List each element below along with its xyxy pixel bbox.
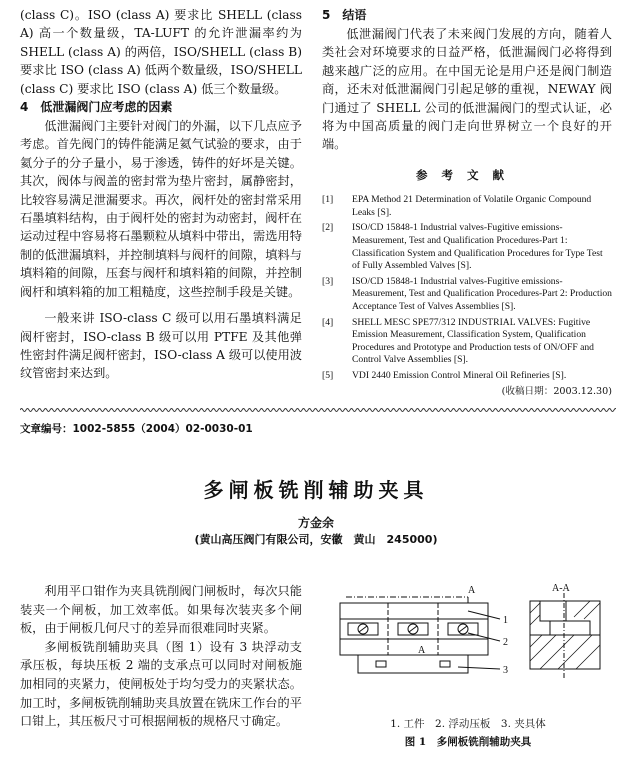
label-3: 3 xyxy=(503,665,508,676)
base-slot xyxy=(440,661,450,667)
bolt-slot xyxy=(409,626,417,632)
reference-text: ISO/CD 15848-1 Industrial valves-Fugitive emissions-Measurement, Test and Qualification Procedures-Part 2: Production Acceptance Test of Valves Assemblies [S]. xyxy=(352,275,612,312)
reference-text: ISO/CD 15848-1 Industrial valves-Fugitive emissions-Measurement, Test and Qualification Procedures-Part 1: Classification System and Qualification Procedures for Type Test of Fully Assembled Valves [S]. xyxy=(352,222,603,272)
left-column xyxy=(20,6,302,383)
right-column xyxy=(322,6,612,398)
figure-legend: 1. 工件 2. 浮动压板 3. 夹具体 xyxy=(390,718,546,730)
paragraph-continued: (class C)。ISO (class A) 要求比 SHELL (class A) 高一个数量级，TA-LUFT 的允许泄漏率约为 SHELL (class A) 的两倍，ISO/SHELL (class B) 要求比 ISO (class A) 低两个数量级，ISO/SHELL (class C) 要求比 ISO (class A) 低三个数量级。 xyxy=(20,8,302,96)
label-a-top: A xyxy=(468,585,476,596)
article-number: 文章编号：1002-5855（2004）02-0030-01 xyxy=(20,423,253,435)
hatch-line xyxy=(530,603,540,613)
reference-text: EPA Method 21 Determination of Volatile Organic Compound Leaks [S]. xyxy=(352,194,592,218)
base-slot xyxy=(376,661,386,667)
reference-item xyxy=(322,222,612,272)
reference-number: [1] xyxy=(322,194,334,206)
references-heading: 参考文献 xyxy=(416,167,518,182)
article-paragraph-1: 利用平口钳作为夹具铣削阀门闸板时，每次只能装夹一个闸板，加工效率低。如果每次装夹多个闸板，由于闸板几何尺寸的差异而很难同时夹紧。 xyxy=(20,584,302,636)
section-4-heading: 4 低泄漏阀门应考虑的因素 xyxy=(20,100,173,115)
leader-line xyxy=(468,611,500,619)
reference-item xyxy=(322,370,612,383)
wavy-divider xyxy=(20,406,616,414)
hatch-line xyxy=(574,601,590,617)
figure-caption: 图 1 多闸板铣削辅助夹具 xyxy=(404,736,532,748)
fixture-base xyxy=(358,655,468,673)
hatch-line xyxy=(558,635,592,669)
reference-number: [2] xyxy=(322,222,334,234)
section-4-paragraph-1: 低泄漏阀门主要针对阀门的外漏，以下几点应予考虑。首先阀门的铸件能满足氦气试验的要求，由于氦分子的分子量小，易于渗透，铸件的好坏是关键。其次，阀体与阀盖的密封常为垫片密封，属静密封，比较容易满足泄漏要求。再次，阀杆处的密封常采用石墨填料结构，由于阀杆处的密封为动密封，阀杆在运动过程中容易将石墨颗粒从填料中带出，需选用特制的低泄漏填料，并控制填料与阀杆的间隙，填料与填料箱的间隙，压套与阀杆和填料箱的间隙，并控制阀杆和填料箱的加工粗糙度，这些控制手段是关键。 xyxy=(20,119,302,299)
article-affiliation: (黄山高压阀门有限公司，安徽 黄山 245000) xyxy=(194,533,438,546)
hatch-line xyxy=(576,645,600,669)
reference-number: [5] xyxy=(322,369,334,381)
hatch-line xyxy=(540,635,574,669)
hatch-line xyxy=(584,603,600,619)
label-1: 1 xyxy=(503,615,508,626)
reference-number: [3] xyxy=(322,275,334,287)
section-workpiece xyxy=(540,601,566,621)
section-5-heading: 5 结语 xyxy=(322,8,367,22)
section-5-paragraph: 低泄漏阀门代表了未来阀门发展的方向，随着人类社会对环境要求的日益严格，低泄漏阀门必将得到越来越广泛的应用。在中国无论是用户还是阀门制造商，还未对低泄漏阀门引起足够的重视，NEWAY 阀门通过了 SHELL 公司的低泄漏阀门的型式认证，必将为中国高质量的阀门走向世界树立一个良好的开端。 xyxy=(322,27,612,152)
leader-line xyxy=(458,667,500,669)
label-section: A-A xyxy=(552,583,570,594)
reference-item xyxy=(322,194,612,219)
bolt-slot xyxy=(459,626,467,632)
label-2: 2 xyxy=(503,637,508,648)
reference-text: VDI 2440 Emission Control Mineral Oil Refineries [S]. xyxy=(352,369,567,381)
article-body xyxy=(20,582,302,731)
article-title: 多闸板铣削辅助夹具 xyxy=(203,478,429,502)
received-date: (收稿日期：2003.12.30) xyxy=(501,385,612,397)
section-4-paragraph-2: 一般来讲 ISO-class C 级可以用石墨填料满足阀杆密封，ISO-class B 级可以用 PTFE 及其他弹性密封件满足阀杆密封，ISO-class A 级可以使用波纹管密封来达到。 xyxy=(20,311,302,381)
reference-list xyxy=(322,194,612,382)
label-a-mid: A xyxy=(418,645,426,656)
article-author: 方金余 xyxy=(297,516,334,530)
hatch-line xyxy=(530,635,542,647)
hatch-line xyxy=(530,615,540,625)
reference-item xyxy=(322,276,612,314)
leader-line xyxy=(468,633,500,641)
section-plate xyxy=(550,621,590,635)
reference-item xyxy=(322,317,612,367)
reference-text: SHELL MESC SPE77/312 INDUSTRIAL VALVES: Fugitive Emission Measurement, Classification System, Qualification Procedures and Prototype and Production tests of ON/OFF and Control Valve Assemblies [S]. xyxy=(352,316,594,366)
reference-number: [4] xyxy=(322,316,334,328)
article-paragraph-2: 多闸板铣削辅助夹具（图 1）设有 3 块浮动支承压板，每块压板 2 端的支承点可以同时对闸板施加相同的夹紧力，使闸板处于均匀受力的夹紧状态。加工时，多闸板铣削辅助夹具放置在铣床工作台的平口钳上，其压板尺寸可根据闸板的规格尺寸确定。 xyxy=(20,639,302,729)
bolt-slot xyxy=(359,626,367,632)
